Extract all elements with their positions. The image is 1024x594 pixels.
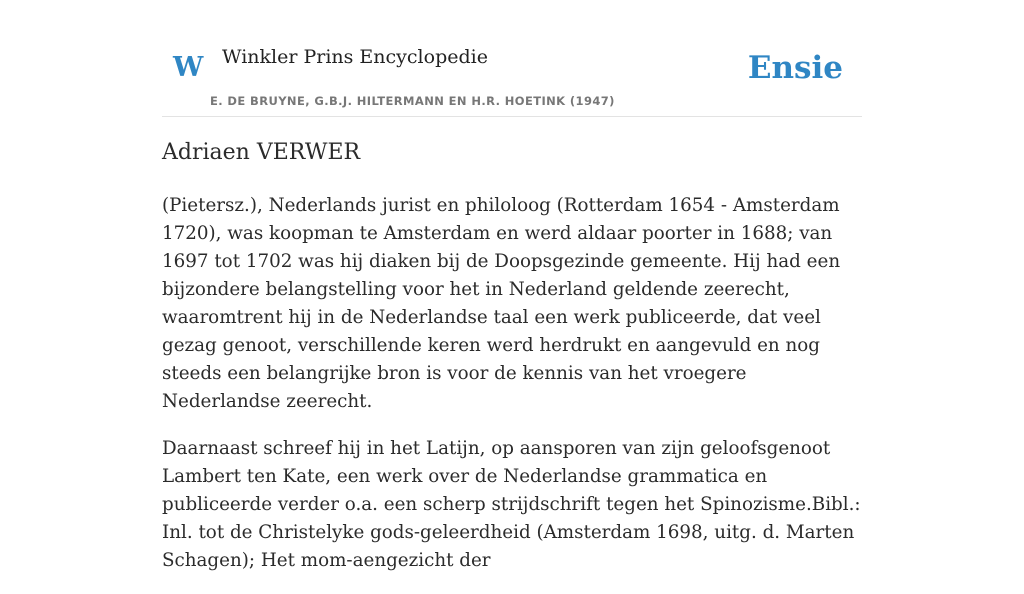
article-title: Adriaen VERWER [162, 140, 361, 165]
article-paragraph: (Pietersz.), Nederlands jurist en philoloog (Rotterdam 1654 - Amsterdam 1720), was koopman te Amsterdam en werd aldaar poorter in 1688; van 1697 tot 1702 was hij diaken bij de Doopsgezinde gemeente. Hij had een bijzondere belangstelling voor het in Nederland geldende zeerecht, waaromtrent hij in de Nederlandse taal een werk publiceerde, dat veel gezag genoot, verschillende keren werd herdrukt en aangevuld en nog steeds een belangrijke bron is voor de kennis van het vroegere Nederlandse zeerecht. [162, 195, 841, 412]
publication-authors: E. DE BRUYNE, G.B.J. HILTERMANN EN H.R. HOETINK (1947) [210, 94, 615, 108]
publication-header [162, 0, 862, 117]
ensie-logo[interactable]: Ensie [747, 50, 843, 86]
article-paragraph: Daarnaast schreef hij in het Latijn, op aansporen van zijn geloofsgenoot Lambert ten Kate, een werk over de Nederlandse grammatica en publiceerde verder o.a. een scherp strijdschrift tegen het Spinozisme.Bibl.: Inl. tot de Christelyke gods-geleerdheid (Amsterdam 1698, uitg. d. Marten Schagen); Het mom-aengezicht der [162, 438, 861, 571]
publication-logo[interactable]: W [173, 52, 204, 83]
article-body [162, 192, 862, 594]
publication-title[interactable]: Winkler Prins Encyclopedie [222, 46, 488, 68]
